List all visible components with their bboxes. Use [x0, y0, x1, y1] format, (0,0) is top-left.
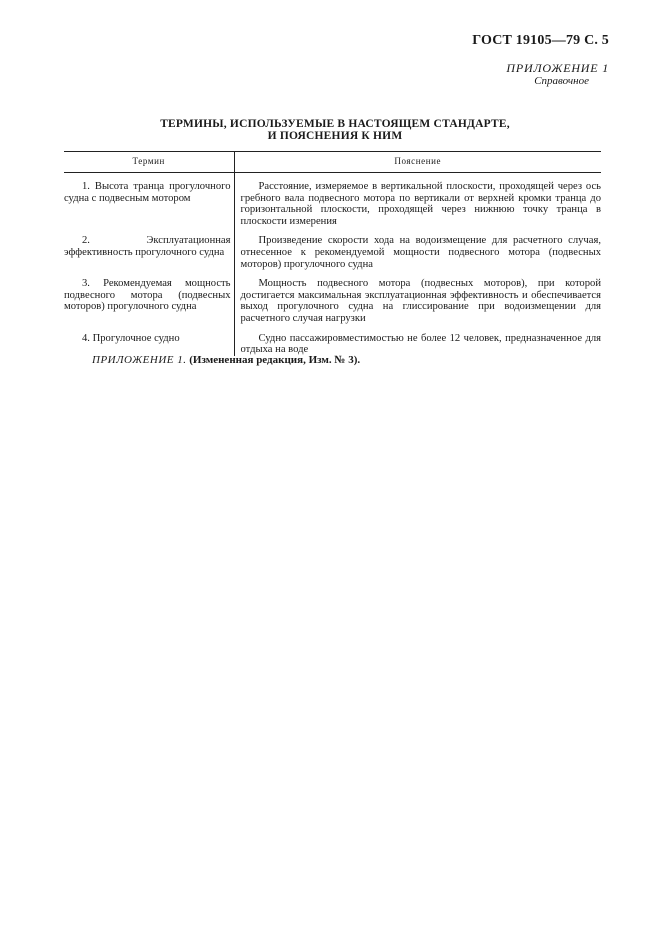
note-amendment: (Измененная редакция, Изм. № 3). — [189, 354, 361, 366]
row-spacer — [64, 270, 601, 278]
table-header-row — [64, 152, 601, 173]
terms-table — [64, 151, 601, 356]
explanation-cell: Мощность подвесного мотора (подвесных моторов), при которой достигается максимальная эксплуатационная эффективность и обеспечивается выход прогулочного судна на глиссирование при водоизмещении для расчетного случая нагрузки — [240, 278, 601, 324]
table-row — [64, 278, 601, 324]
explanation-cell: Судно пассажировместимостью не более 12 человек, предназначенное для отдыха на воде — [240, 332, 601, 356]
document-heading — [70, 118, 600, 142]
column-header-explanation: Пояснение — [234, 152, 601, 173]
note-appendix-ref: ПРИЛОЖЕНИЕ 1. — [92, 354, 187, 366]
table-row — [64, 333, 601, 356]
explanation-cell: Расстояние, измеряемое в вертикальной плоскости, проходящей через ось гребного вала подвесного мотора по вертикали от верхней кромки транца до горизонтальной плоскости, проходящей через нижнюю точку транца в плоскости измерения — [240, 181, 601, 227]
appendix-label — [506, 62, 609, 88]
amendment-note — [92, 354, 360, 366]
page-header: ГОСТ 19105—79 С. 5 — [472, 33, 609, 48]
term-cell: 4. Прогулочное судно — [64, 333, 234, 356]
row-spacer — [64, 227, 601, 235]
table-row — [64, 173, 601, 228]
column-header-term: Термин — [64, 152, 234, 173]
heading-line-1: ТЕРМИНЫ, ИСПОЛЬЗУЕМЫЕ В НАСТОЯЩЕМ СТАНДАРТЕ, — [160, 118, 510, 130]
heading-line-2: И ПОЯСНЕНИЯ К НИМ — [267, 130, 403, 142]
term-cell: 3. Рекомендуемая мощность подвесного мотора (подвесных моторов) прогулочного судна — [64, 278, 234, 324]
term-cell: 1. Высота транца прогулочного судна с подвесным мотором — [64, 173, 234, 228]
explanation-cell: Произведение скорости хода на водоизмещение для расчетного случая, отнесенное к рекомендуемой мощности подвесного мотора (подвесных моторов) прогулочного судна — [240, 235, 601, 270]
row-spacer — [64, 325, 601, 333]
appendix-subtitle: Справочное — [534, 75, 589, 87]
table-row — [64, 235, 601, 270]
term-cell: 2. Эксплуатационная эффективность прогулочного судна — [64, 235, 234, 270]
appendix-title: ПРИЛОЖЕНИЕ 1 — [506, 61, 609, 75]
